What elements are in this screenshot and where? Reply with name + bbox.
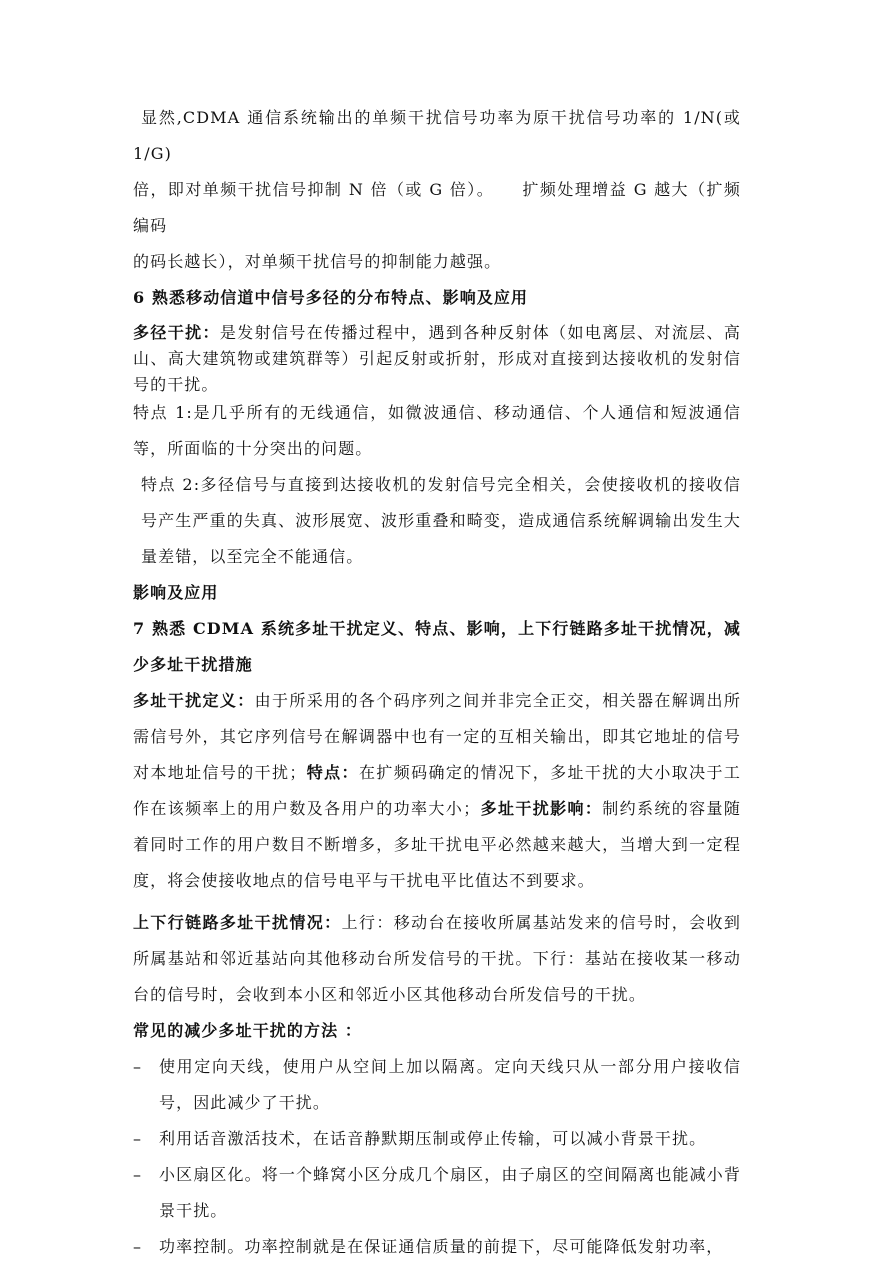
paragraph-mai bbox=[133, 683, 741, 899]
list-item-text: 小区扇区化。将一个蜂窝小区分成几个扇区，由子扇区的空间隔离也能减小背景干扰。 bbox=[159, 1165, 741, 1220]
document-page bbox=[133, 100, 741, 1265]
paragraph-processing-gain bbox=[133, 100, 741, 280]
list-item bbox=[133, 1157, 741, 1229]
text-line: 倍，即对单频干扰信号抑制 N 倍（或 G 倍）。 bbox=[133, 180, 495, 199]
list-item bbox=[133, 1229, 741, 1265]
bullet-dash: – bbox=[133, 1165, 143, 1184]
paragraph-feature-2: 特点 2:多径信号与直接到达接收机的发射信号完全相关，会使接收机的接收信号产生严重的失真、波形展宽、波形重叠和畸变，造成通信系统解调输出发生大量差错，以至完全不能通信。 bbox=[141, 475, 741, 566]
term-text: 在扩频码确定的情况下，多址干扰的大小取决于工作在该频率上的用户数及各用户的功率大小； bbox=[133, 763, 741, 818]
subheading-impact: 影响及应用 bbox=[133, 583, 219, 602]
bullet-dash: – bbox=[133, 1237, 143, 1256]
list-item bbox=[133, 1121, 741, 1157]
text-line: 显然,CDMA 通信系统输出的单频干扰信号功率为原干扰信号功率的 1/N(或 1/G) bbox=[133, 108, 741, 163]
text-line: 扩频处理增益 G 越大（扩频编码 bbox=[133, 180, 741, 235]
term-text: 由于所采用的各个码序列之间并非完全正交，相关器在解调出所需信号外，其它序列信号在解调器中也有一定的互相关输出，即其它地址的信号对本地址信号的干扰； bbox=[133, 691, 741, 782]
text-line: 的码长越长），对单频干扰信号的抑制能力越强。 bbox=[133, 252, 502, 271]
term-text: 制约系统的容量随着同时工作的用户数目不断增多，多址干扰电平必然越来越大，当增大到一定程度，将会使接收地点的信号电平与干扰电平比值达不到要求。 bbox=[133, 799, 741, 890]
term-text: 上行：移动台在接收所属基站发来的信号时，会收到所属基站和邻近基站向其他移动台所发信号的干扰。下行：基站在接收某一移动台的信号时，会收到本小区和邻近小区其他移动台所发信号的干扰。 bbox=[133, 913, 741, 1004]
term-label: 多径干扰： bbox=[133, 323, 220, 342]
list-item bbox=[133, 1049, 741, 1121]
list-item-text: 功率控制。功率控制就是在保证通信质量的前提下，尽可能降低发射功率， bbox=[159, 1237, 724, 1256]
term-text: 是发射信号在传播过程中，遇到各种反射体（如电离层、对流层、高山、高大建筑物或建筑群等）引起反射或折射，形成对直接到达接收机的发射信号的干扰。 bbox=[133, 323, 741, 394]
term-label: 特点： bbox=[306, 763, 359, 782]
list-item-text: 使用定向天线，使用户从空间上加以隔离。定向天线只从一部分用户接收信号，因此减少了干扰。 bbox=[159, 1057, 741, 1112]
term-label: 上下行链路多址干扰情况： bbox=[133, 913, 342, 932]
paragraph-feature-1: 特点 1:是几乎所有的无线通信，如微波通信、移动通信、个人通信和短波通信等，所面临的十分突出的问题。 bbox=[133, 403, 741, 458]
term-label: 多址干扰定义： bbox=[133, 691, 255, 710]
bullet-dash: – bbox=[133, 1129, 143, 1148]
subheading-methods: 常见的减少多址干扰的方法 ： bbox=[133, 1021, 362, 1040]
list-item-text: 利用话音激活技术，在话音静默期压制或停止传输，可以减小背景干扰。 bbox=[159, 1129, 707, 1148]
paragraph-multipath-definition bbox=[133, 320, 741, 398]
section-heading-7: 7 熟悉 CDMA 系统多址干扰定义、特点、影响，上下行链路多址干扰情况，减少多址干扰措施 bbox=[133, 619, 741, 674]
methods-list bbox=[133, 1049, 741, 1265]
bullet-dash: – bbox=[133, 1057, 143, 1076]
section-heading-6: 6 熟悉移动信道中信号多径的分布特点、影响及应用 bbox=[133, 288, 529, 307]
term-label: 多址干扰影响： bbox=[480, 799, 603, 818]
paragraph-updown-link bbox=[133, 905, 741, 1013]
